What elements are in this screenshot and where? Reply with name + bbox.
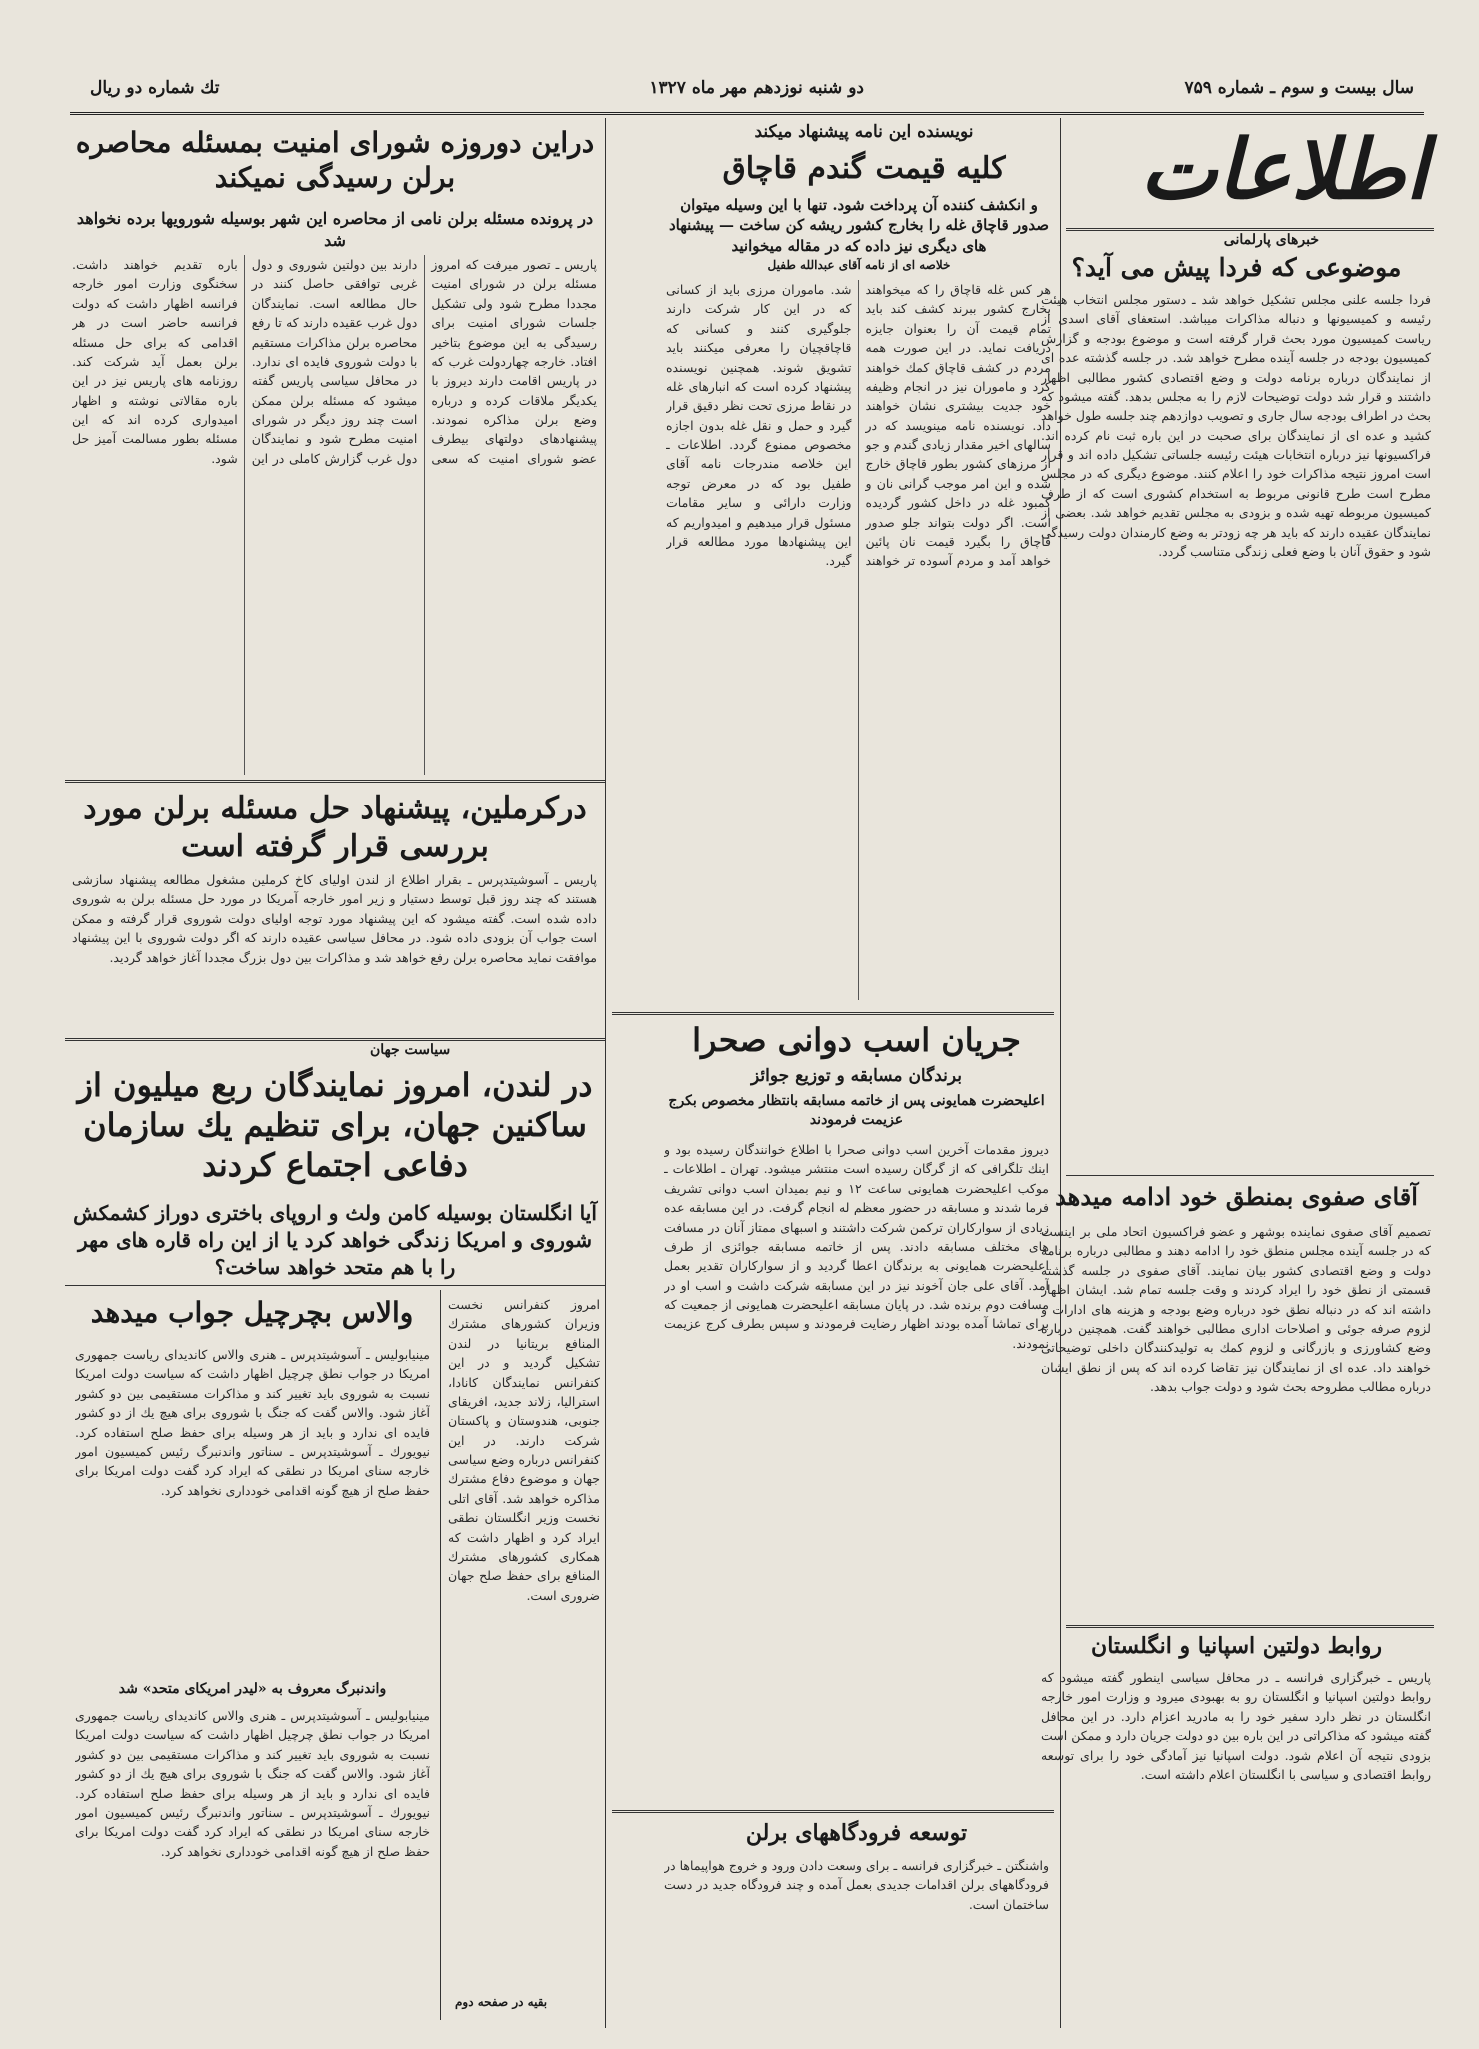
horse-race-headline: جريان اسب دوانى صحرا [692, 1021, 1021, 1059]
london-headline: در لندن، امروز نمايندگان ربع ميليون از ساكنين جهان، براى تنظيم يك سازمان دفاعى اجتماع كردند [77, 1066, 593, 1184]
berlin-sub: در پرونده مسئله برلن نامى از محاصره اين شهر بوسيله شورويها برده نخواهد شد [76, 209, 594, 250]
vandenberg-body: مينيابوليس ـ آسوشيتدپرس ـ هنرى والاس كانديداى رياست جمهورى امريكا در جواب نطق چرچيل اظهار داشت كه سياست دولت امريكا نسبت به شوروى بايد تغيير كند و مذاكرات مستقيمى بين دو كشور آغاز شود. والاس گفت كه جنگ با شوروى براى هيچ يك از دو كشور فايده اى ندارد و بايد از هر وسيله براى حفظ صلح استفاده كرد. نيويورك ـ آسوشيتدپرس ـ سناتور واندنبرگ رئيس كميسيون امور خارجه سناى امريكا در نطقى كه ايراد كرد گفت دولت امريكا براى حفظ صلح از هيچ گونه اقدامى خوددارى نخواهد كرد. [75, 1708, 430, 1859]
safavi-body: تصميم آقاى صفوى نماينده بوشهر و عضو فراكسيون اتحاد ملى بر اينست كه در جلسه آينده مجلس منطق خود را ادامه دهند و مطالبى درباره برنامه دولت و وضع اقتصادى كشور بيان نمايند. آقاى صفوى در جلسه گذشته قسمتى از نطق خود را ايراد كردند و وقت جلسه تمام شد. ايشان اظهار داشته اند كه در دنباله نطق خود درباره وضع بودجه و هزينه هاى ادارات و لزوم صرفه جوئى و اصلاحات ادارى مطالبى خواهند گفت. همچنين درباره وضع كشاورزى و بازرگانى و لزوم كمك به توليدكنندگان داخلى توضيحاتى خواهند داد. عده اى از نمايندگان نيز تقاضا كرده اند كه پس از نطق ايشان درباره مطالب مطروحه بحث شود و دولت جواب بدهد. [1041, 1224, 1431, 1394]
wheat-headline: كليه قيمت گندم قاچاق [722, 151, 1006, 186]
spain-uk-body: پاريس ـ خبرگزارى فرانسه ـ در محافل سياسى اينطور گفته ميشود كه روابط دولتين اسپانيا و انگلستان رو به بهبودى ميرود و وزارت امور خارجه انگلستان در نظر دارد سفير خود را به مادريد اعزام دارد. در اين محافل گفته ميشود كه مذاكراتى در اين باره بين دو دولت جريان دارد و ممكن است بزودى نتيجه آن اعلام شود. دولت اسپانيا نيز آمادگى خود را براى توسعه روابط اقتصادى و سياسى با انگلستان اعلام داشته است. [1041, 1670, 1431, 1782]
berlin-headline: دراين دوروزه شوراى امنيت بمسئله محاصره برلن رسيدگى نميكند [75, 126, 595, 194]
date-info: دو شنبه نوزدهم مهر ماه ۱۳۲۷ [649, 78, 864, 98]
spain-uk-headline: روابط دولتين اسپانيا و انگلستان [1091, 1633, 1382, 1659]
world-politics-tag: سياست جهان [370, 1042, 451, 1058]
london-sub: آيا انگلستان بوسيله كامن ولث و اروپاى باخترى دوراز كشمكش شوروى و امريكا زندگى خواهد كرد يا از اين راه قاره هاى مهر را با هم متحد خواهد ساخت؟ [73, 1201, 597, 1279]
berlin-body: پاريس ـ تصور ميرفت كه امروز مسئله برلن در شوراى امنيت مجددا مطرح شود ولى تشكيل جلسات شوراى امنيت براى رسيدگى به اين موضوع بتاخير افتاد. خارجه چهاردولت غرب كه در پاريس اقامت دارند ديروز با يكديگر ملاقات كرده و درباره وضع برلن مذاكره نمودند. پيشنهادهاى دولتهاى بيطرف عضو شوراى امنيت كه سعى دارند بين دولتين شوروى و دول غربى توافقى حاصل كنند در حال مطالعه است. نمايندگان دول غرب عقيده دارند كه تا رفع محاصره برلن مذاكرات مستقيم با دولت شوروى فايده اى ندارد. در محافل سياسى پاريس گفته ميشود كه مسئله برلن ممكن است چند روز ديگر در شوراى امنيت مطرح شود و نمايندگان دول غرب گزارش كاملى در اين باره تقديم خواهند داشت. سخنگوى وزارت امور خارجه فرانسه اظهار داشت كه دولت فرانسه حاضر است در هر اقدامى كه براى حل مسئله برلن بعمل آيد شركت كند. روزنامه هاى پاريس نيز در اين باره مقالاتى نوشته و اظهار اميدوارى كرده اند كه اين مسئله بطور مسالمت آميز حل شود. [72, 257, 597, 466]
price-info: تك شماره دو ريال [90, 78, 220, 98]
masthead-logo: اطلاعات [1139, 122, 1429, 218]
horse-race-sub2: اعليحضرت همايونى پس از خاتمه مسابقه بانتظار مخصوص بكرج عزيمت فرمودند [668, 1093, 1045, 1128]
parliament-kicker: خبرهاى پارلمانى [1223, 232, 1319, 248]
safavi-headline: آقاى صفوى بمنطق خود ادامه ميدهد [1055, 1182, 1418, 1211]
header-bar [70, 72, 1424, 115]
kremlin-body: پاريس ـ آسوشيتدپرس ـ بقرار اطلاع از لندن اولياى كاخ كرملين مشغول مطالعه پيشنهاد سازشى هستند كه چند روز قبل توسط دستيار و زير امور خارجه آمريكا در مورد حل مسئله برلن به شوروى داده شده است. گفته ميشود كه اين پيشنهاد مورد توجه اولياى دولت شوروى قرار گرفته و ممكن است جواب آن بزودى داده شود. در محافل سياسى عقيده دارند كه اگر دولت شوروى با اين پيشنهاد موافقت نمايد محاصره برلن رفع خواهد شد و مذاكرات بين دول بزرگ مجددا آغاز خواهد گرديد. [72, 872, 597, 965]
continued-note: بقيه در صفحه دوم [455, 1995, 548, 2009]
wheat-subheadline: و انكشف كننده آن پرداخت شود. تنها با اين وسيله ميتوان صدور قاچاق غله را بخارج كشور ريشه كن ساخت — پيشنهاد هاى ديگرى نيز داده كه در مقاله ميخوانيد [669, 196, 1049, 255]
issue-info: سال بيست و سوم ـ شماره ۷۵۹ [1184, 78, 1414, 98]
wheat-kicker: نويسنده اين نامه پيشنهاد ميكند [754, 122, 974, 142]
wallace-body: مينيابوليس ـ آسوشيتدپرس ـ هنرى والاس كانديداى رياست جمهورى امريكا در جواب نطق چرچيل اظهار داشت كه سياست دولت امريكا نسبت به شوروى بايد تغيير كند و مذاكرات مستقيمى بين دو كشور آغاز شود. والاس گفت كه جنگ با شوروى براى هيچ يك از دو كشور فايده اى ندارد و بايد از هر وسيله براى حفظ صلح استفاده كرد. نيويورك ـ آسوشيتدپرس ـ سناتور واندنبرگ رئيس كميسيون امور خارجه سناى امريكا در نطقى كه ايراد كرد گفت دولت امريكا براى حفظ صلح از هيچ گونه اقدامى خوددارى نخواهد كرد. [75, 1347, 430, 1498]
parliament-body: فردا جلسه علنى مجلس تشكيل خواهد شد ـ دستور مجلس انتخاب هيئت رئيسه و كميسيونها و دنباله مذاكرات ميباشد. استعفاى آقاى اسدى از رياست كميسيون مورد بحث قرار گرفته است و موضوع بودجه و گزارش كميسيون بودجه در جلسه آينده مطرح خواهد شد. در جلسه گذشته عده اى از نمايندگان درباره برنامه دولت و وضع اقتصادى كشور مطالبى اظهار داشتند و قرار شد دولت توضيحات لازم را به مجلس بدهد. گفته ميشود كه بحث در اطراف بودجه سال جارى و تصويب دوازدهم چند جلسه طول خواهد كشيد و عده اى از نمايندگان براى صحبت در اين باره ثبت نام كرده اند. فراكسيونها نيز درباره انتخابات هيئت رئيسه جلساتى تشكيل داده اند و قرار است امروز نتيجه مذاكرات خود را اعلام كنند. موضوع ديگرى كه در مجلس مطرح است طرح قانونى مربوط به استخدام كشورى است كه از طرف كميسيون مربوطه تهيه شده و بزودى به مجلس تقديم خواهد شد. بعضى از نمايندگان عقيده دارند كه بايد هر چه زودتر به وضع كارمندان دولت رسيدگى شود و حقوق آنان با وضع فعلى زندگى متناسب گردد. [1041, 292, 1431, 559]
wheat-byline: خلاصه اى از نامه آقاى عبدالله طفيل [767, 258, 951, 272]
berlin-airports-headline: توسعه فرودگاههاى برلن [745, 1820, 968, 1846]
kremlin-headline: دركرملين، پيشنهاد حل مسئله برلن مورد بررسى قرار گرفته است [83, 791, 587, 864]
commonwealth-body: امروز كنفرانس نخست وزيران كشورهاى مشترك المنافع بريتانيا در لندن تشكيل گرديد و در اين كنفرانس نمايندگان كانادا، استراليا، زلاند جديد، افريقاى جنوبى، هندوستان و پاكستان شركت دارند. در اين كنفرانس درباره وضع سياسى جهان و موضوع دفاع مشترك مذاكره خواهد شد. آقاى اتلى نخست وزير انگلستان نطقى ايراد كرد و اظهار داشت كه همكارى كشورهاى مشترك المنافع براى حفظ صلح جهان ضرورى است. [448, 1297, 600, 1603]
wallace-headline: والاس بچرچيل جواب ميدهد [90, 1296, 414, 1329]
horse-race-sub: برندگان مسابقه و توزيع جوائز [751, 1066, 962, 1086]
parliament-headline: موضوعى كه فردا پيش مى آيد؟ [1071, 253, 1402, 282]
wheat-body: هر كس غله قاچاق را كه ميخواهند بخارج كشور ببرند كشف كند بايد تمام قيمت آن را بعنوان جايزه دريافت نمايد. در اين صورت همه مردم در كشف قاچاق كمك خواهند كرد و ماموران نيز در انجام وظيفه خود جديت بيشترى نشان خواهند داد. نويسنده نامه مينويسد كه در سالهاى اخير مقدار زيادى گندم و جو از مرزهاى كشور بطور قاچاق خارج شده و اين امر موجب گرانى نان و كمبود غله در داخل كشور گرديده است. اگر دولت بتواند جلو صدور قاچاق را بگيرد قيمت نان پائين خواهد آمد و مردم آسوده تر خواهند شد. ماموران مرزى بايد از كسانى كه در اين كار شركت دارند جلوگيرى كنند و كسانى كه قاچاقچيان را معرفى ميكنند بايد تشويق شوند. همچنين نويسنده پيشنهاد كرده است كه انبارهاى غله در نقاط مرزى تحت نظر دقيق قرار گيرد و حمل و نقل غله بدون اجازه مخصوص ممنوع گردد. اطلاعات ـ اين خلاصه مندرجات نامه آقاى طفيل بود كه در معرض توجه وزارت دارائى و ساير مقامات مسئول قرار ميدهيم و اميدواريم كه اين پيشنهادها مورد مطالعه قرار گيرد. [666, 282, 1051, 569]
vandenberg-sub: واندنبرگ معروف به «ليدر امريكاى متحد» شد [118, 1681, 387, 1697]
berlin-airports-body: واشنگتن ـ خبرگزارى فرانسه ـ براى وسعت دادن ورود و خروج هواپيماها در فرودگاههاى برلن اقدامات جديدى بعمل آمده و چند فرودگاه جديد در دست ساختمان است. [664, 1858, 1049, 1912]
horse-race-body: ديروز مقدمات آخرين اسب دوانى صحرا با اطلاع خوانندگان رسيده بود و اينك تلگرافى كه از گرگان رسيده است منتشر ميشود. تهران ـ اطلاعات ـ موكب اعليحضرت همايونى ساعت ۱۲ و نيم بميدان اسب دوانى تشريف فرما شدند و مسابقه در حضور معظم له انجام گرفت. در اين مسابقه عده زيادى از سواركاران تركمن شركت داشتند و اسبهاى ممتاز آنان در مسافت هاى مختلف مسابقه دادند. پس از خاتمه مسابقه جوائزى از طرف اعليحضرت همايونى به برندگان اعطا گرديد و از سواركاران تقدير بعمل آمد. آقاى على جان آخوند نيز در اين مسابقه شركت داشت و اسب او در مسافت دوم برنده شد. در پايان مسابقه اعليحضرت همايونى از جمعيت كه براى تماشا آمده بودند اظهار رضايت فرمودند و سپس بطرف كرج عزيمت نمودند. [664, 1142, 1049, 1351]
